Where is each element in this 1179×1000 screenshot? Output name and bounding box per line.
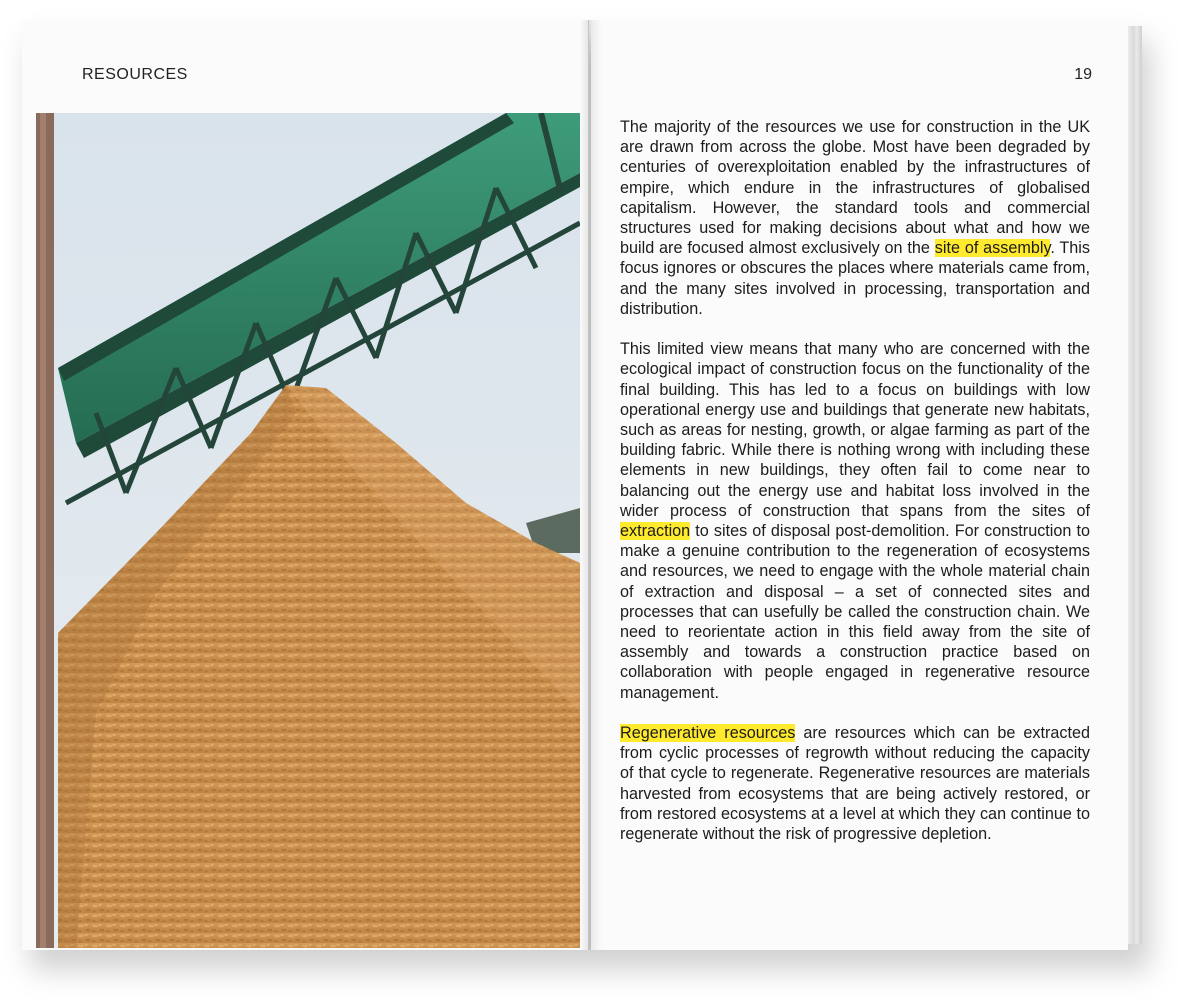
gutter-shading	[580, 20, 602, 950]
page-edges	[1128, 26, 1142, 944]
paragraph-3	[620, 723, 1090, 844]
p3-text-end: are resources which can be extracted from cyclic processes of regrowth without reducing the capacity of that cycle to regenerate. Regenerative resources are materials harvested from ecosystems that are being actively restored, or from restored ecosystems at a level at which they can continue to regenerate without the risk of progressive depletion.	[620, 724, 1090, 844]
photo-woodchip-pile	[36, 113, 580, 948]
paragraph-2	[620, 339, 1090, 703]
p2-text-end: to sites of disposal post-demolition. For construction to make a genuine contribution to the regeneration of ecosystems and resources, we need to engage with the whole material chain of extraction and disposal – a set of connected sites and processes that can usefully be called the construction chain. We need to reorientate action in this field away from the site of assembly and towards a construction practice based on collaboration with people engaged in regenerative resource management.	[620, 522, 1090, 702]
paragraph-1	[620, 117, 1090, 319]
highlight-extraction: extraction	[620, 522, 691, 541]
page-number: 19	[1074, 66, 1092, 83]
p1-text-start: The majority of the resources we use for construction in the UK are drawn from across the globe. Most have been degraded by centuries of overexploitation enabled by the infrastructures of empire, which endure in the infrastructures of globalised capitalism. However, the standard tools and commercial structures used for making decisions about what and how we build are focused almost exclusively on the	[620, 118, 1090, 258]
highlight-site-of-assembly: site of assembly	[934, 239, 1051, 258]
highlight-regenerative-resources: Regenerative resources	[620, 724, 796, 743]
p2-text-start: This limited view means that many who are concerned with the ecological impact of construction focus on the functionality of the final building. This has led to a focus on buildings with low operational energy use and buildings that generate new habitats, such as areas for nesting, growth, or algae farming as part of the building fabric. While there is nothing wrong with including these elements in new buildings, they often fail to come near to balancing out the energy use and habitat loss involved in the wider process of construction that spans from the sites of	[620, 340, 1090, 520]
p1-text-end: . This focus ignores or obscures the places where materials came from, and the many sites involved in processing, transportation and distribution.	[620, 239, 1090, 318]
body-text	[620, 117, 1090, 864]
running-head: RESOURCES	[82, 66, 188, 83]
